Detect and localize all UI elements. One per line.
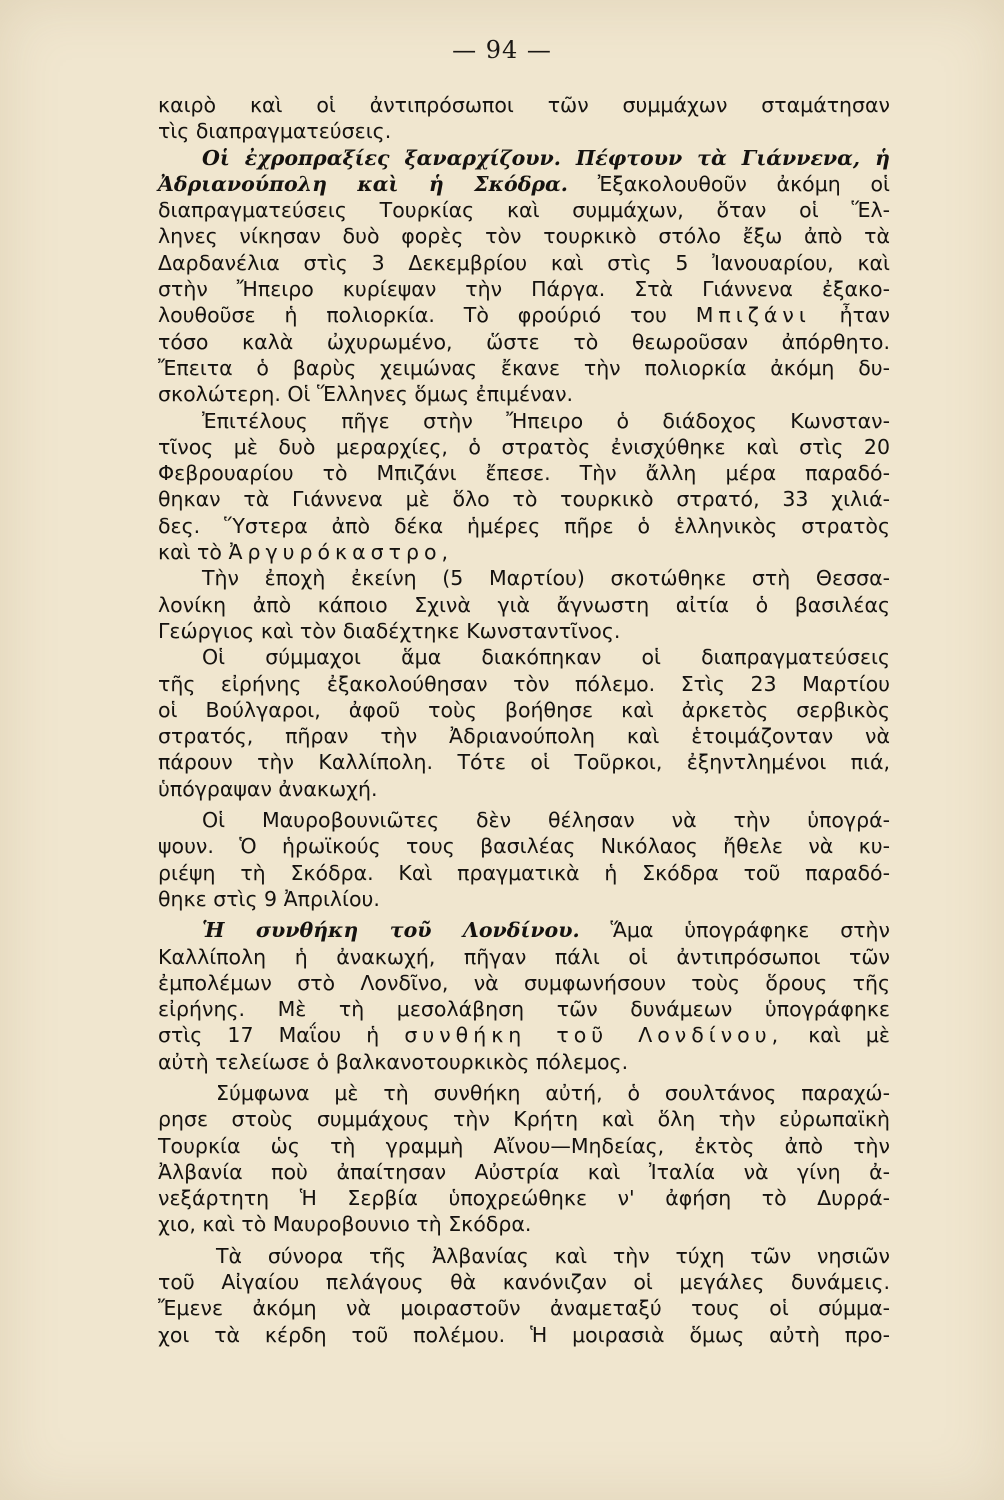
text-line: Φεβρουαρίου τὸ Μπιζάνι ἔπεσε. Τὴν ἄλλη μέρα παραδό- (158, 461, 890, 486)
text-line: νεξάρτητη Ἡ Σερβία ὑποχρεώθηκε ν' ἀφήση τὸ Δυρρά- (158, 1186, 890, 1211)
text-line: τὶς διαπραγματεύσεις. (158, 119, 392, 144)
text-line: Ἔπειτα ὁ βαρὺς χειμώνας ἔκανε τὴν πολιορκία ἀκόμη δυ- (158, 355, 890, 380)
text-line: ληνες νίκησαν δυὸ φορὲς τὸν τουρκικὸ στόλο ἔξω ἀπὸ τὰ (158, 224, 890, 249)
text-line: θηκε στὶς 9 Ἀπριλίου. (158, 886, 380, 911)
text-line: Τὰ σύνορα τῆς Ἀλβανίας καὶ τὴν τύχη τῶν νησιῶν (216, 1243, 890, 1268)
text-fragment: λουθοῦσε ἡ πολιορκία. Τὸ φρούριό του (158, 303, 667, 328)
text-line (158, 171, 890, 197)
text-line: διαπραγματεύσεις Τουρκίας καὶ συμμάχων, ὅταν οἱ Ἕλ- (158, 198, 890, 223)
text-line: θηκαν τὰ Γιάννενα μὲ ὅλο τὸ τουρκικὸ στρατό, 33 χιλιά- (158, 487, 890, 512)
text-line: λονίκη ἀπὸ κάποιο Σχινὰ γιὰ ἄγνωστη αἰτία ὁ βασιλέας (158, 592, 890, 617)
text-line: σκολώτερη. Οἱ Ἕλληνες ὅμως ἐπιμέναν. (158, 382, 574, 407)
text-fragment: καὶ τὸ (158, 540, 222, 565)
text-line: ἐμπολέμων στὸ Λονδῖνο, νὰ συμφωνήσουν τοὺς ὅρους τῆς (158, 970, 890, 995)
text-line: καιρὸ καὶ οἱ ἀντιπρόσωποι τῶν συμμάχων σταμάτησαν (158, 93, 890, 117)
spaced-name: Ἀργυρόκαστρο, (228, 540, 454, 565)
text-line (158, 1022, 890, 1048)
text-line: χοι τὰ κέρδη τοῦ πολέμου. Ἡ μοιρασιὰ ὅμως αὐτὴ προ- (158, 1322, 890, 1347)
spaced-name: συνθήκη τοῦ Λονδίνου, (404, 1023, 784, 1048)
section-heading: Ἀδριανούπολη καὶ ἡ Σκόδρα. (158, 171, 568, 196)
text-line: Οἱ Μαυροβουνιῶτες δὲν θέλησαν νὰ τὴν ὑπογρά- (202, 808, 890, 833)
text-line: Γεώργιος καὶ τὸν διαδέχτηκε Κωνσταντῖνος. (158, 618, 621, 643)
text-line: οἱ Βούλγαροι, ἀφοῦ τοὺς βοήθησε καὶ ἀρκετὸς σερβικὸς (158, 697, 890, 722)
text-line: τῖνος μὲ δυὸ μεραρχίες, ὁ στρατὸς ἐνισχύθηκε καὶ στὶς 20 (158, 434, 890, 459)
text-line: Δαρδανέλια στὶς 3 Δεκεμβρίου καὶ στὶς 5 Ἰανουαρίου, καὶ (158, 250, 890, 275)
text-line: τῆς εἰρήνης ἐξακολούθησαν τὸν πόλεμο. Στὶς 23 Μαρτίου (158, 671, 890, 696)
body-text (158, 92, 890, 1348)
text-line: τοῦ Αἰγαίου πελάγους θὰ κανόνιζαν οἱ μεγάλες δυνάμεις. (158, 1270, 890, 1295)
text-fragment: Ἅμα ὑπογράφηκε στὴν (579, 918, 890, 943)
text-line: Οἱ σύμμαχοι ἅμα διακόπηκαν οἱ διαπραγματεύσεις (202, 645, 890, 670)
text-line: τόσο καλὰ ὠχυρωμένο, ὥστε τὸ θεωροῦσαν ἀπόρθητο. (158, 329, 890, 354)
text-line: ρησε στοὺς συμμάχους τὴν Κρήτη καὶ ὅλη τὴν εὐρωπαϊκὴ (158, 1107, 890, 1132)
text-line: δες. Ὕστερα ἀπὸ δέκα ἡμέρες πῆρε ὁ ἑλληνικὸς στρατὸς (158, 513, 890, 538)
text-line: Τουρκία ὡς τὴ γραμμὴ Αἴνου—Μηδείας, ἐκτὸς ἀπὸ τὴν (158, 1133, 890, 1158)
text-line: χιο, καὶ τὸ Μαυροβουνιο τὴ Σκόδρα. (158, 1212, 532, 1237)
text-line: ριέψη τὴ Σκόδρα. Καὶ πραγματικὰ ἡ Σκόδρα τοῦ παραδό- (158, 860, 890, 885)
text-line: πάρουν τὴν Καλλίπολη. Τότε οἱ Τοῦρκοι, ἐξηντλημένοι πιά, (158, 750, 890, 775)
text-fragment: Ἐξακολουθοῦν ἀκόμη οἱ (567, 171, 890, 196)
section-heading-line: Οἱ ἐχροπραξίες ξαναρχίζουν. Πέφτουν τὰ Γιάννενα, ἡ (202, 145, 890, 170)
text-line: Ἔμενε ἀκόμη νὰ μοιραστοῦν ἀναμεταξύ τους οἱ σύμμα- (158, 1296, 890, 1321)
text-fragment: ἦταν (839, 303, 890, 328)
text-line (158, 917, 890, 943)
text-fragment: στὶς 17 Μαΐου ἡ (158, 1023, 380, 1048)
text-line: στρατός, πῆραν τὴν Ἀδριανούπολη καὶ ἑτοιμάζονταν νὰ (158, 724, 890, 749)
text-line: Σύμφωνα μὲ τὴ συνθήκη αὐτή, ὁ σουλτάνος παραχώ- (216, 1080, 890, 1105)
spaced-name: Μπιζάνι (695, 303, 811, 328)
text-line (158, 302, 890, 328)
text-line: Ἐπιτέλους πῆγε στὴν Ἤπειρο ὁ διάδοχος Κωνσταν- (202, 408, 890, 433)
text-line (158, 539, 890, 565)
text-line: εἰρήνης. Μὲ τὴ μεσολάβηση τῶν δυνάμεων ὑπογράφηκε (158, 997, 890, 1022)
text-line: στὴν Ἤπειρο κυρίεψαν τὴν Πάργα. Στὰ Γιάννενα ἐξακο- (158, 277, 890, 302)
text-fragment: καὶ μὲ (808, 1023, 890, 1048)
text-line: αὐτὴ τελείωσε ὁ βαλκανοτουρκικὸς πόλεμος. (158, 1049, 629, 1074)
text-line: Ἀλβανία ποὺ ἀπαίτησαν Αὐστρία καὶ Ἰταλία νὰ γίνη ἀ- (158, 1159, 890, 1184)
text-line: Τὴν ἐποχὴ ἐκείνη (5 Μαρτίου) σκοτώθηκε στὴ Θεσσα- (202, 566, 890, 591)
text-line: ὑπόγραψαν ἀνακωχή. (158, 776, 378, 801)
text-line: Καλλίπολη ἡ ἀνακωχή, πῆγαν πάλι οἱ ἀντιπρόσωποι τῶν (158, 944, 890, 969)
text-line: ψουν. Ὁ ἡρωϊκούς τους βασιλέας Νικόλαος ἤθελε νὰ κυ- (158, 834, 890, 859)
page-number: — 94 — (452, 36, 552, 64)
section-heading: Ἡ συνθήκη τοῦ Λονδίνου. (202, 918, 580, 943)
